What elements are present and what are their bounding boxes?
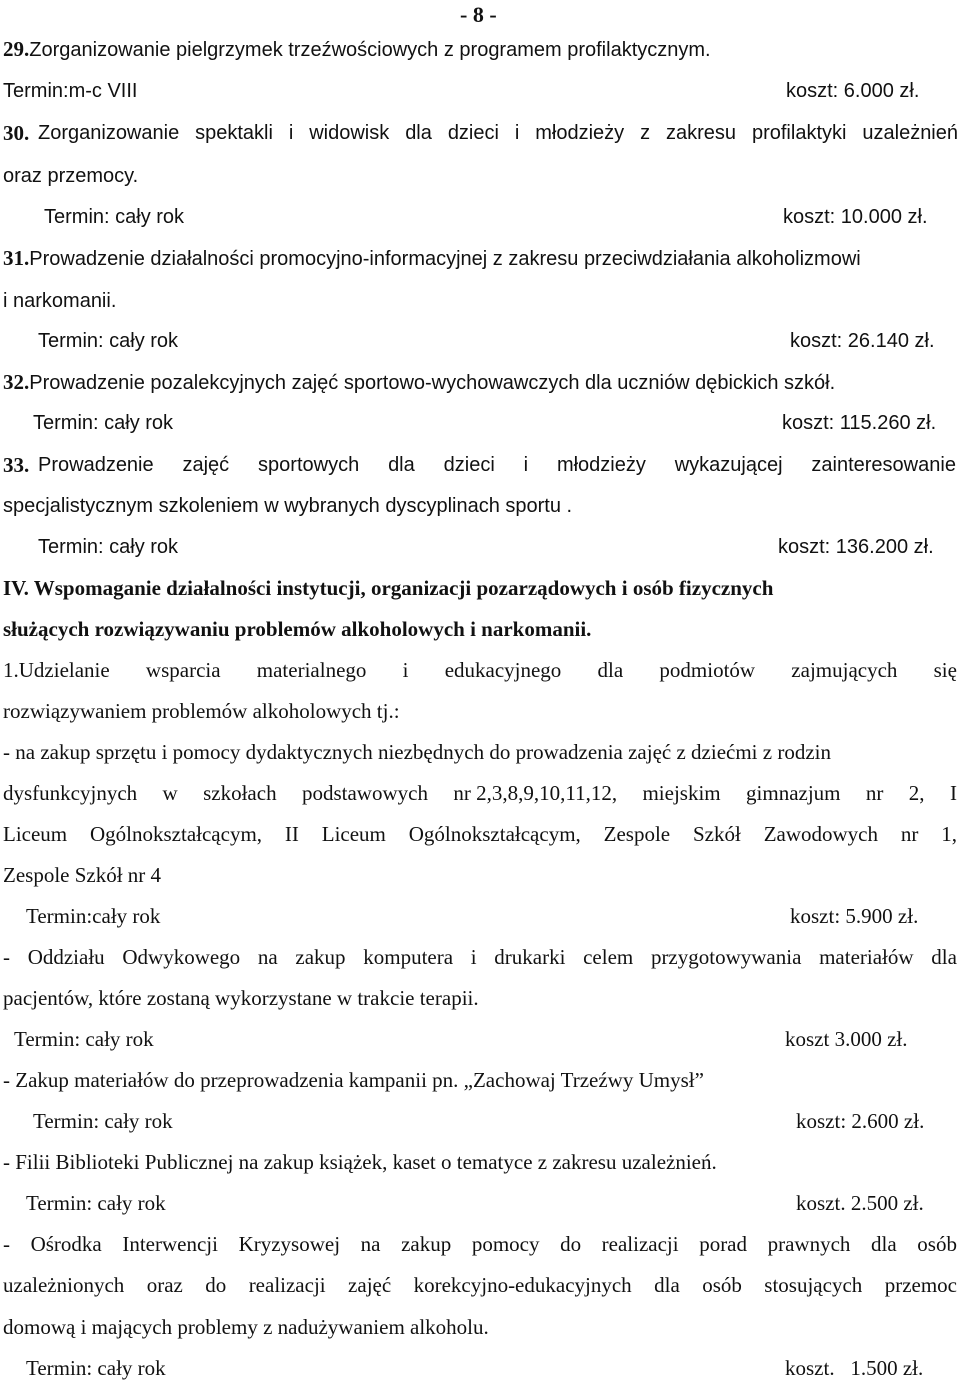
point-1-line [3,658,957,682]
subitem-3-termin: Termin: cały rok [33,1109,173,1133]
word: na [360,1232,381,1256]
word: Szkół [692,822,741,846]
subitem-3-line-1: - Zakup materiałów do przeprowadzenia kampanii pn. „Zachowaj Trzeźwy Umysł” [3,1068,704,1092]
word: dzieci [443,454,495,476]
word: do [560,1232,582,1256]
word: materialnego [256,658,367,682]
subitem-2-termin: Termin: cały rok [14,1027,154,1051]
word: Ogólnokształcącym, [90,822,263,846]
word: Ogólnokształcącym, [408,822,581,846]
word: osób [917,1232,957,1256]
subitem-5-line-2 [3,1273,957,1297]
word: edukacyjnego [444,658,562,682]
subitem-5-termin: Termin: cały rok [26,1356,166,1380]
subitem-5-line-3: domową i mających problemy z nadużywaniem alkoholu. [3,1315,489,1339]
word: celem [583,945,634,969]
word: realizacji [601,1232,679,1256]
subitem-3-koszt: koszt: 2.600 zł. [796,1109,925,1133]
word: dzieci [447,122,499,144]
item-33-koszt: koszt: 136.200 zł. [778,536,934,558]
item-30-termin: Termin: cały rok [44,206,185,228]
subitem-1-koszt: koszt: 5.900 zł. [790,904,919,928]
word: Ośrodka [30,1232,102,1256]
word: 2, [908,781,925,805]
word: dla [654,1273,680,1297]
page-number: - 8 - [460,2,497,27]
word: Kryzysowej [238,1232,341,1256]
word: 1.Udzielanie [3,658,110,682]
item-number: 29. [3,37,30,61]
word: do [205,1273,227,1297]
item-31-koszt: koszt: 26.140 zł. [790,330,935,352]
item-29-termin: Termin:m-c VIII [3,80,138,102]
word: spektakli [195,122,273,144]
word: II [284,822,299,846]
word: korekcyjno-edukacyjnych [413,1273,632,1297]
word: dla [597,658,624,682]
word: stosujących [764,1273,863,1297]
word: profilaktyki [751,122,847,144]
word: komputera [363,945,454,969]
word: Oddziału [27,945,105,969]
word: uzależnionych [3,1273,125,1297]
word: prawnych [767,1232,851,1256]
item-text: Zorganizowanie pielgrzymek trzeźwościowych z programem profilaktycznym. [29,39,711,61]
item-32-koszt: koszt: 115.260 zł. [782,412,937,434]
word: - [3,945,10,969]
word: i [523,454,529,476]
subitem-4-koszt: koszt. 2.500 zł. [796,1191,924,1215]
subitem-5-koszt: koszt. 1.500 zł. [785,1356,924,1380]
word: - [3,1232,10,1256]
item-30-text-line [38,121,958,145]
word: realizacji [248,1273,326,1297]
item-30 [3,121,29,145]
word: zainteresowanie [811,454,956,476]
item-text: Prowadzenie pozalekcyjnych zajęć sportowo-wychowawczych dla uczniów dębickich szkół. [29,372,836,394]
word: nr [865,781,884,805]
word: dla [931,945,957,969]
word: uzależnień [862,122,958,144]
word: Zorganizowanie [38,122,180,144]
subitem-1-line-2 [3,781,957,805]
word: i [288,122,294,144]
item-32-termin: Termin: cały rok [33,412,174,434]
word: dla [405,122,432,144]
subitem-4-termin: Termin: cały rok [26,1191,166,1215]
word: porad [699,1232,748,1256]
word: zajęć [348,1273,392,1297]
word: drukarki [494,945,566,969]
word: sportowych [258,454,360,476]
item-31 [3,246,861,271]
word: materiałów [819,945,914,969]
word: pomocy [471,1232,540,1256]
item-number: 33. [3,453,30,477]
subitem-1-termin: Termin:cały rok [26,904,161,928]
word: młodzieży [556,454,646,476]
word: miejskim [642,781,721,805]
subitem-1-line-1: - na zakup sprzętu i pomocy dydaktycznych niezbędnych do prowadzenia zajęć z dziećmi z rodzin [3,740,831,764]
item-30-koszt: koszt: 10.000 zł. [783,206,928,228]
word: nr 2,3,8,9,10,11,12, [453,781,618,805]
word: podstawowych [301,781,428,805]
word: Zawodowych [763,822,878,846]
word: przygotowywania [650,945,802,969]
word: Liceum [321,822,386,846]
word: wsparcia [145,658,221,682]
word: z [640,122,651,144]
word: nr [900,822,919,846]
word: dla [388,454,415,476]
item-33-text-line [38,453,956,477]
word: I [949,781,957,805]
subitem-1-line-4: Zespole Szkół nr 4 [3,863,162,887]
word: Prowadzenie [38,454,154,476]
subitem-4-line-1: - Filii Biblioteki Publicznej na zakup książek, kaset o tematyce z zakresu uzależnień. [3,1150,717,1174]
word: Zespole [603,822,671,846]
word: dysfunkcyjnych [3,781,138,805]
word: i [402,658,409,682]
subitem-1-line-3 [3,822,957,846]
word: podmiotów [659,658,756,682]
item-29-koszt: koszt: 6.000 zł. [786,80,920,102]
word: i [514,122,520,144]
word: młodzieży [535,122,625,144]
section-heading-line-1: IV. Wspomaganie działalności instytucji, organizacji pozarządowych i osób fizycznych [3,576,774,600]
word: Liceum [3,822,68,846]
item-33-termin: Termin: cały rok [38,536,179,558]
word: i [470,945,477,969]
item-number: 32. [3,370,30,394]
word: przemoc [884,1273,957,1297]
subitem-2-koszt: koszt 3.000 zł. [785,1027,908,1051]
section-heading-line-2: służących rozwiązywaniu problemów alkoholowych i narkomanii. [3,617,592,641]
item-31-text-cont: i narkomanii. [3,290,117,312]
item-33 [3,453,29,477]
word: 1, [941,822,957,846]
word: Interwencji [122,1232,218,1256]
word: zajmujących [791,658,898,682]
word: osób [702,1273,742,1297]
item-text: Prowadzenie działalności promocyjno-informacyjnej z zakresu przeciwdziałania alkoholizmowi [29,248,861,270]
word: dla [871,1232,897,1256]
word: Odwykowego [122,945,241,969]
word: zakresu [666,122,737,144]
item-number: 31. [3,246,30,270]
item-29 [3,37,711,62]
word: szkołach [203,781,277,805]
subitem-5-line-1 [3,1232,957,1256]
word: zajęć [182,454,230,476]
point-1-cont: rozwiązywaniem problemów alkoholowych tj.: [3,699,400,723]
item-33-text-cont: specjalistycznym szkoleniem w wybranych dyscyplinach sportu . [3,495,573,517]
item-30-text-cont: oraz przemocy. [3,165,139,187]
word: oraz [146,1273,183,1297]
word: zakup [295,945,346,969]
word: widowisk [309,122,390,144]
item-number: 30. [3,121,30,145]
item-32 [3,370,835,395]
word: zakup [401,1232,452,1256]
word: w [162,781,178,805]
word: na [257,945,278,969]
word: się [933,658,957,682]
word: wykazującej [674,454,783,476]
word: gimnazjum [746,781,841,805]
item-31-termin: Termin: cały rok [38,330,179,352]
subitem-2-line-1 [3,945,957,969]
subitem-2-line-2: pacjentów, które zostaną wykorzystane w trakcie terapii. [3,986,479,1010]
